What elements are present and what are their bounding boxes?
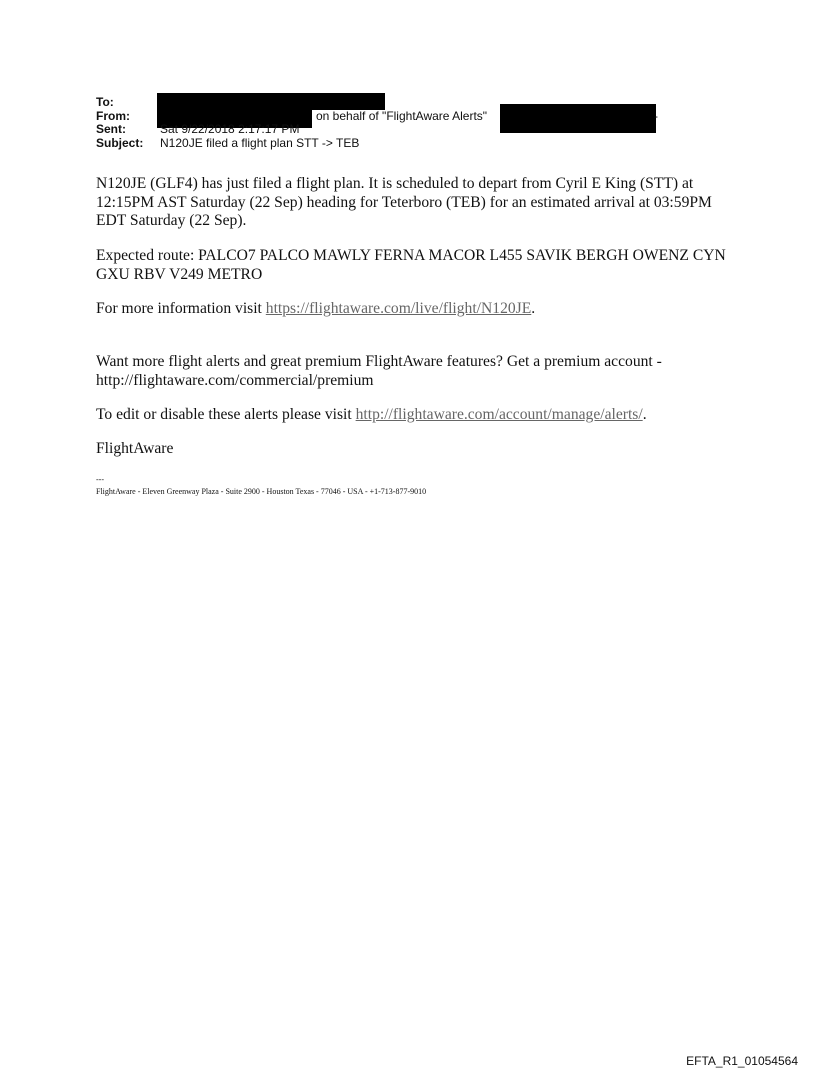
to-label: To: [96,95,114,109]
from-value: on behalf of "FlightAware Alerts" [316,108,488,123]
edit-alerts-paragraph [96,406,736,425]
edit-alerts-suffix: . [642,406,647,423]
from-trailing: - [654,108,658,123]
signature: FlightAware [96,440,174,457]
flight-link[interactable]: https://flightaware.com/live/flight/N120JE [265,300,532,317]
manage-alerts-link[interactable]: http://flightaware.com/account/manage/alerts/ [355,406,643,423]
footer-separator: --- [96,475,104,484]
more-info-suffix: . [531,300,536,317]
flight-plan-paragraph: N120JE (GLF4) has just filed a flight plan. It is scheduled to depart from Cyril E King (STT) at 12:15PM AST Saturday (22 Sep) heading for Teterboro (TEB) for an estimated arrival at 03:59PM EDT Saturday (22 Sep). [96,175,712,229]
footer-address: FlightAware - Eleven Greenway Plaza - Suite 2900 - Houston Texas - 77046 - USA - +1-713-877-9010 [96,487,427,496]
subject-label: Subject: [96,135,144,150]
sent-label: Sent: [96,122,126,136]
subject-value: N120JE filed a flight plan STT -> TEB [160,135,360,150]
sent-value: Sat 9/22/2018 2:17:17 PM [160,122,300,136]
more-info-prefix: For more information visit [96,300,266,317]
document-id: EFTA_R1_01054564 [686,1054,798,1068]
redaction-from-right [500,104,656,133]
more-info-paragraph [96,300,736,319]
expected-route-paragraph: Expected route: PALCO7 PALCO MAWLY FERNA MACOR L455 SAVIK BERGH OWENZ CYN GXU RBV V249 METRO [96,247,726,283]
premium-paragraph: Want more flight alerts and great premium FlightAware features? Get a premium account - http://flightaware.com/commercial/premium [96,353,662,389]
edit-alerts-prefix: To edit or disable these alerts please visit [96,406,356,423]
from-label: From: [96,108,130,123]
